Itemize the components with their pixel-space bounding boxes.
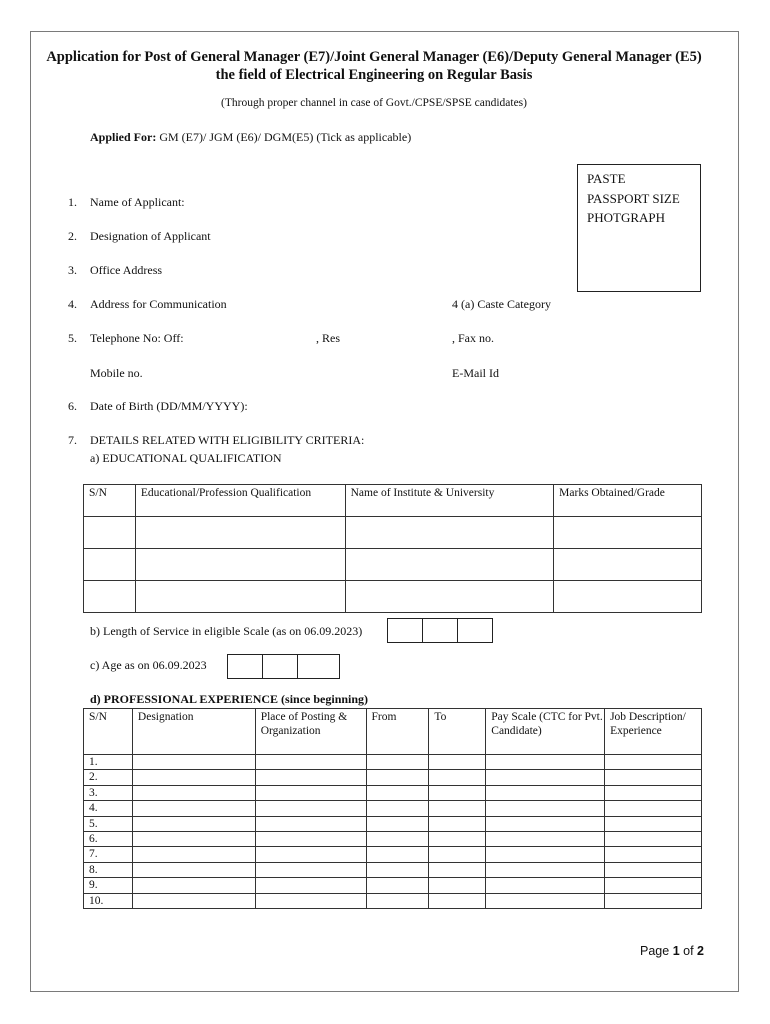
service-box-2[interactable] [422, 618, 458, 643]
table-cell[interactable] [132, 878, 255, 893]
table-row [84, 816, 702, 831]
field-mobile[interactable]: Mobile no. [90, 366, 143, 380]
exp-row-sn: 2. [84, 770, 133, 785]
table-cell[interactable] [132, 785, 255, 800]
table-cell[interactable] [554, 517, 702, 549]
table-cell[interactable] [429, 893, 486, 908]
exp-header-place: Place of Posting & Organization [255, 709, 366, 755]
table-cell[interactable] [486, 755, 605, 770]
page-label: Page [640, 944, 670, 958]
field-3-number: 3. [68, 263, 77, 277]
exp-header-job-description: Job Description/ Experience [605, 709, 702, 755]
field-6-number: 6. [68, 399, 77, 413]
exp-header-designation: Designation [132, 709, 255, 755]
field-date-of-birth[interactable]: Date of Birth (DD/MM/YYYY): [90, 399, 248, 413]
table-header-row [84, 709, 702, 755]
table-cell[interactable] [255, 831, 366, 846]
table-cell[interactable] [429, 801, 486, 816]
table-cell[interactable] [486, 801, 605, 816]
table-cell[interactable] [605, 801, 702, 816]
edu-header-qualification: Educational/Profession Qualification [135, 485, 345, 517]
table-row [84, 893, 702, 908]
table-cell[interactable] [605, 862, 702, 877]
exp-row-sn: 5. [84, 816, 133, 831]
table-cell[interactable] [486, 847, 605, 862]
table-cell[interactable] [366, 862, 429, 877]
table-cell[interactable] [255, 862, 366, 877]
table-cell[interactable] [345, 517, 554, 549]
table-row [84, 785, 702, 800]
age-label: c) Age as on 06.09.2023 [90, 658, 207, 672]
field-1-number: 1. [68, 195, 77, 209]
table-cell[interactable] [255, 755, 366, 770]
field-7-number: 7. [68, 433, 77, 447]
table-cell[interactable] [135, 517, 345, 549]
field-fax[interactable]: , Fax no. [452, 331, 494, 345]
education-heading: a) EDUCATIONAL QUALIFICATION [90, 451, 282, 465]
table-cell[interactable] [605, 893, 702, 908]
table-cell[interactable] [605, 878, 702, 893]
table-cell[interactable] [486, 878, 605, 893]
table-cell[interactable] [345, 581, 554, 613]
table-row [84, 517, 702, 549]
table-cell[interactable] [366, 878, 429, 893]
field-communication-address[interactable]: Address for Communication [90, 297, 227, 311]
table-cell[interactable] [366, 785, 429, 800]
table-row [84, 755, 702, 770]
table-cell[interactable] [84, 517, 136, 549]
service-box-3[interactable] [457, 618, 493, 643]
service-length-boxes [388, 618, 493, 643]
table-cell[interactable] [132, 893, 255, 908]
table-cell[interactable] [132, 755, 255, 770]
exp-row-sn: 9. [84, 878, 133, 893]
field-name-of-applicant[interactable]: Name of Applicant: [90, 195, 185, 209]
table-row [84, 878, 702, 893]
field-telephone-res[interactable]: , Res [316, 331, 340, 345]
table-cell[interactable] [132, 831, 255, 846]
experience-table [83, 708, 702, 909]
table-row [84, 549, 702, 581]
exp-row-sn: 8. [84, 862, 133, 877]
page-number [640, 944, 704, 958]
age-box-2[interactable] [262, 654, 298, 679]
applied-for-line [90, 130, 411, 145]
edu-header-marks: Marks Obtained/Grade [554, 485, 702, 517]
table-row [84, 801, 702, 816]
photo-box[interactable] [577, 164, 701, 292]
exp-row-sn: 1. [84, 755, 133, 770]
table-cell[interactable] [84, 581, 136, 613]
page-of: of [683, 944, 694, 958]
field-5-number: 5. [68, 331, 77, 345]
table-row [84, 847, 702, 862]
table-cell[interactable] [132, 847, 255, 862]
table-cell[interactable] [554, 549, 702, 581]
applied-for-label: Applied For: [90, 130, 157, 144]
exp-header-from: From [366, 709, 429, 755]
applied-for-options[interactable]: GM (E7)/ JGM (E6)/ DGM(E5) (Tick as applicable) [159, 130, 412, 144]
form-title: Application for Post of General Manager (E7)/Joint General Manager (E6)/Deputy General Manager (E5) the field of Electrical Engineering on Regular Basis [46, 49, 702, 83]
exp-row-sn: 4. [84, 801, 133, 816]
table-cell[interactable] [255, 878, 366, 893]
table-cell[interactable] [345, 549, 554, 581]
table-cell[interactable] [605, 770, 702, 785]
education-table [83, 484, 702, 613]
field-2-number: 2. [68, 229, 77, 243]
eligibility-heading: DETAILS RELATED WITH ELIGIBILITY CRITERIA: [90, 433, 365, 447]
table-cell[interactable] [486, 862, 605, 877]
table-cell[interactable] [255, 847, 366, 862]
photo-line-1: PASTE [587, 171, 626, 186]
table-cell[interactable] [486, 816, 605, 831]
table-cell[interactable] [255, 785, 366, 800]
photo-line-2: PASSPORT SIZE [587, 190, 680, 206]
service-box-1[interactable] [387, 618, 423, 643]
table-cell[interactable] [255, 816, 366, 831]
table-header-row [84, 485, 702, 517]
form-subtitle: (Through proper channel in case of Govt./CPSE/SPSE candidates) [221, 97, 527, 109]
table-cell[interactable] [366, 770, 429, 785]
table-cell[interactable] [486, 893, 605, 908]
exp-row-sn: 7. [84, 847, 133, 862]
table-cell[interactable] [132, 862, 255, 877]
exp-row-sn: 10. [84, 893, 133, 908]
table-cell[interactable] [366, 893, 429, 908]
table-cell[interactable] [366, 847, 429, 862]
page-total: 2 [697, 944, 704, 958]
table-row [84, 862, 702, 877]
service-length-label: b) Length of Service in eligible Scale (as on 06.09.2023) [90, 624, 363, 638]
page-current: 1 [672, 944, 680, 958]
table-cell[interactable] [135, 581, 345, 613]
table-cell[interactable] [366, 831, 429, 846]
table-cell[interactable] [486, 785, 605, 800]
table-cell[interactable] [605, 831, 702, 846]
table-cell[interactable] [429, 862, 486, 877]
photo-line-3: PHOTGRAPH [587, 210, 666, 225]
table-cell[interactable] [366, 801, 429, 816]
field-designation[interactable]: Designation of Applicant [90, 229, 211, 243]
table-cell[interactable] [132, 770, 255, 785]
table-cell[interactable] [255, 770, 366, 785]
table-cell[interactable] [486, 831, 605, 846]
table-cell[interactable] [605, 785, 702, 800]
table-cell[interactable] [132, 816, 255, 831]
table-cell[interactable] [429, 816, 486, 831]
experience-heading: d) PROFESSIONAL EXPERIENCE (since beginning) [90, 692, 369, 706]
field-office-address[interactable]: Office Address [90, 263, 163, 277]
field-telephone-office[interactable]: Telephone No: Off: [90, 331, 184, 345]
table-cell[interactable] [429, 847, 486, 862]
exp-header-to: To [429, 709, 486, 755]
table-cell[interactable] [255, 801, 366, 816]
table-cell[interactable] [135, 549, 345, 581]
edu-header-sn: S/N [84, 485, 136, 517]
table-cell[interactable] [605, 816, 702, 831]
table-cell[interactable] [366, 816, 429, 831]
table-row [84, 581, 702, 613]
field-email[interactable]: E-Mail Id [452, 366, 499, 380]
age-box-3[interactable] [297, 654, 340, 679]
edu-header-institute: Name of Institute & University [345, 485, 554, 517]
table-cell[interactable] [486, 770, 605, 785]
table-cell[interactable] [605, 847, 702, 862]
table-cell[interactable] [366, 755, 429, 770]
table-cell[interactable] [554, 581, 702, 613]
experience-rows [84, 755, 702, 909]
table-cell[interactable] [255, 893, 366, 908]
exp-header-pay-scale: Pay Scale (CTC for Pvt. Candidate) [486, 709, 605, 755]
age-boxes [228, 654, 340, 679]
table-cell[interactable] [429, 785, 486, 800]
age-box-1[interactable] [227, 654, 263, 679]
table-cell[interactable] [429, 755, 486, 770]
table-cell[interactable] [84, 549, 136, 581]
exp-row-sn: 6. [84, 831, 133, 846]
field-caste-category[interactable]: 4 (a) Caste Category [452, 297, 551, 311]
table-cell[interactable] [429, 831, 486, 846]
table-row [84, 770, 702, 785]
table-cell[interactable] [605, 755, 702, 770]
field-4-number: 4. [68, 297, 77, 311]
table-cell[interactable] [132, 801, 255, 816]
table-cell[interactable] [429, 770, 486, 785]
table-cell[interactable] [429, 878, 486, 893]
exp-row-sn: 3. [84, 785, 133, 800]
table-row [84, 831, 702, 846]
exp-header-sn: S/N [84, 709, 133, 755]
